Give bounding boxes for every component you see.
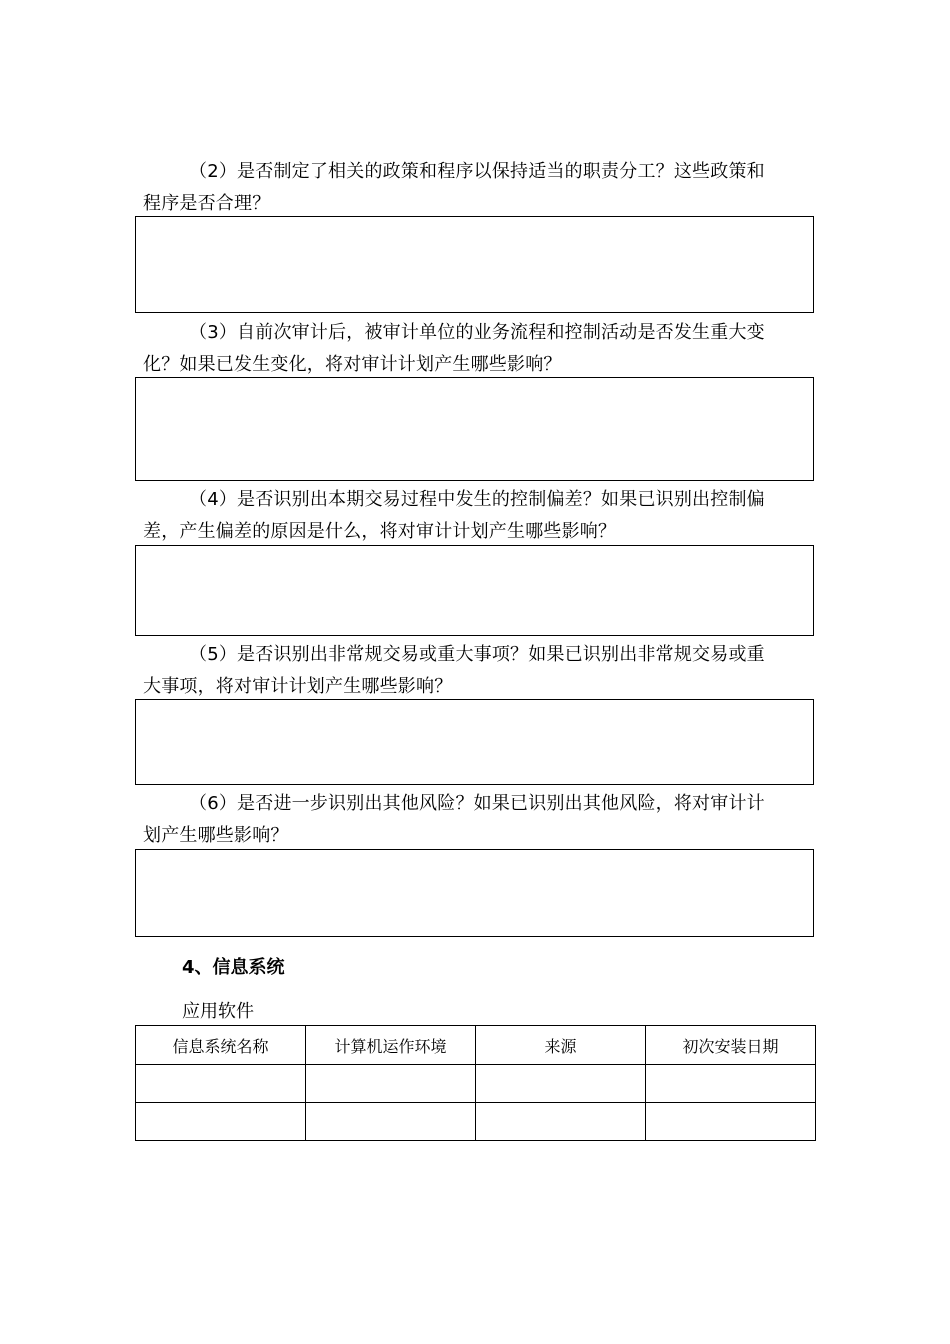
application-software-table xyxy=(135,1025,816,1141)
table-cell[interactable] xyxy=(476,1103,646,1141)
question-4 xyxy=(143,484,813,547)
question-3 xyxy=(143,317,813,380)
question-2 xyxy=(143,156,813,219)
question-6 xyxy=(143,788,813,851)
question-4-line-2: 差，产生偏差的原因是什么，将对审计计划产生哪些影响？ xyxy=(143,520,617,542)
application-software-subheading: 应用软件 xyxy=(182,1001,254,1022)
answer-box-4[interactable] xyxy=(135,545,814,636)
question-3-line-2: 化？如果已发生变化，将对审计计划产生哪些影响？ xyxy=(143,353,562,375)
table-cell[interactable] xyxy=(136,1103,306,1141)
question-5-line-1: （5）是否识别出非常规交易或重大事项？如果已识别出非常规交易或重 xyxy=(189,644,765,665)
table-cell[interactable] xyxy=(476,1065,646,1103)
answer-box-6[interactable] xyxy=(135,849,814,937)
question-5-line-2: 大事项，将对审计计划产生哪些影响？ xyxy=(143,675,453,697)
question-3-line-1: （3）自前次审计后，被审计单位的业务流程和控制活动是否发生重大变 xyxy=(189,322,765,343)
answer-box-5[interactable] xyxy=(135,699,814,785)
column-header-source: 来源 xyxy=(476,1026,646,1065)
question-6-line-2: 划产生哪些影响？ xyxy=(143,824,289,846)
column-header-computing-environment: 计算机运作环境 xyxy=(306,1026,476,1065)
table-cell[interactable] xyxy=(306,1065,476,1103)
column-header-install-date: 初次安装日期 xyxy=(646,1026,816,1065)
answer-box-3[interactable] xyxy=(135,377,814,481)
table-cell[interactable] xyxy=(306,1103,476,1141)
table-cell[interactable] xyxy=(646,1065,816,1103)
column-header-system-name: 信息系统名称 xyxy=(136,1026,306,1065)
question-5 xyxy=(143,639,813,702)
section-heading: 4、信息系统 xyxy=(182,957,285,978)
table-cell[interactable] xyxy=(136,1065,306,1103)
table-cell[interactable] xyxy=(646,1103,816,1141)
answer-box-2[interactable] xyxy=(135,216,814,313)
question-6-line-1: （6）是否进一步识别出其他风险？如果已识别出其他风险，将对审计计 xyxy=(189,793,765,814)
question-2-line-1: （2）是否制定了相关的政策和程序以保持适当的职责分工？这些政策和 xyxy=(189,161,765,182)
question-4-line-1: （4）是否识别出本期交易过程中发生的控制偏差？如果已识别出控制偏 xyxy=(189,489,765,510)
table-row xyxy=(136,1103,816,1141)
question-2-line-2: 程序是否合理？ xyxy=(143,192,271,214)
table-header-row xyxy=(136,1026,816,1065)
table-row xyxy=(136,1065,816,1103)
